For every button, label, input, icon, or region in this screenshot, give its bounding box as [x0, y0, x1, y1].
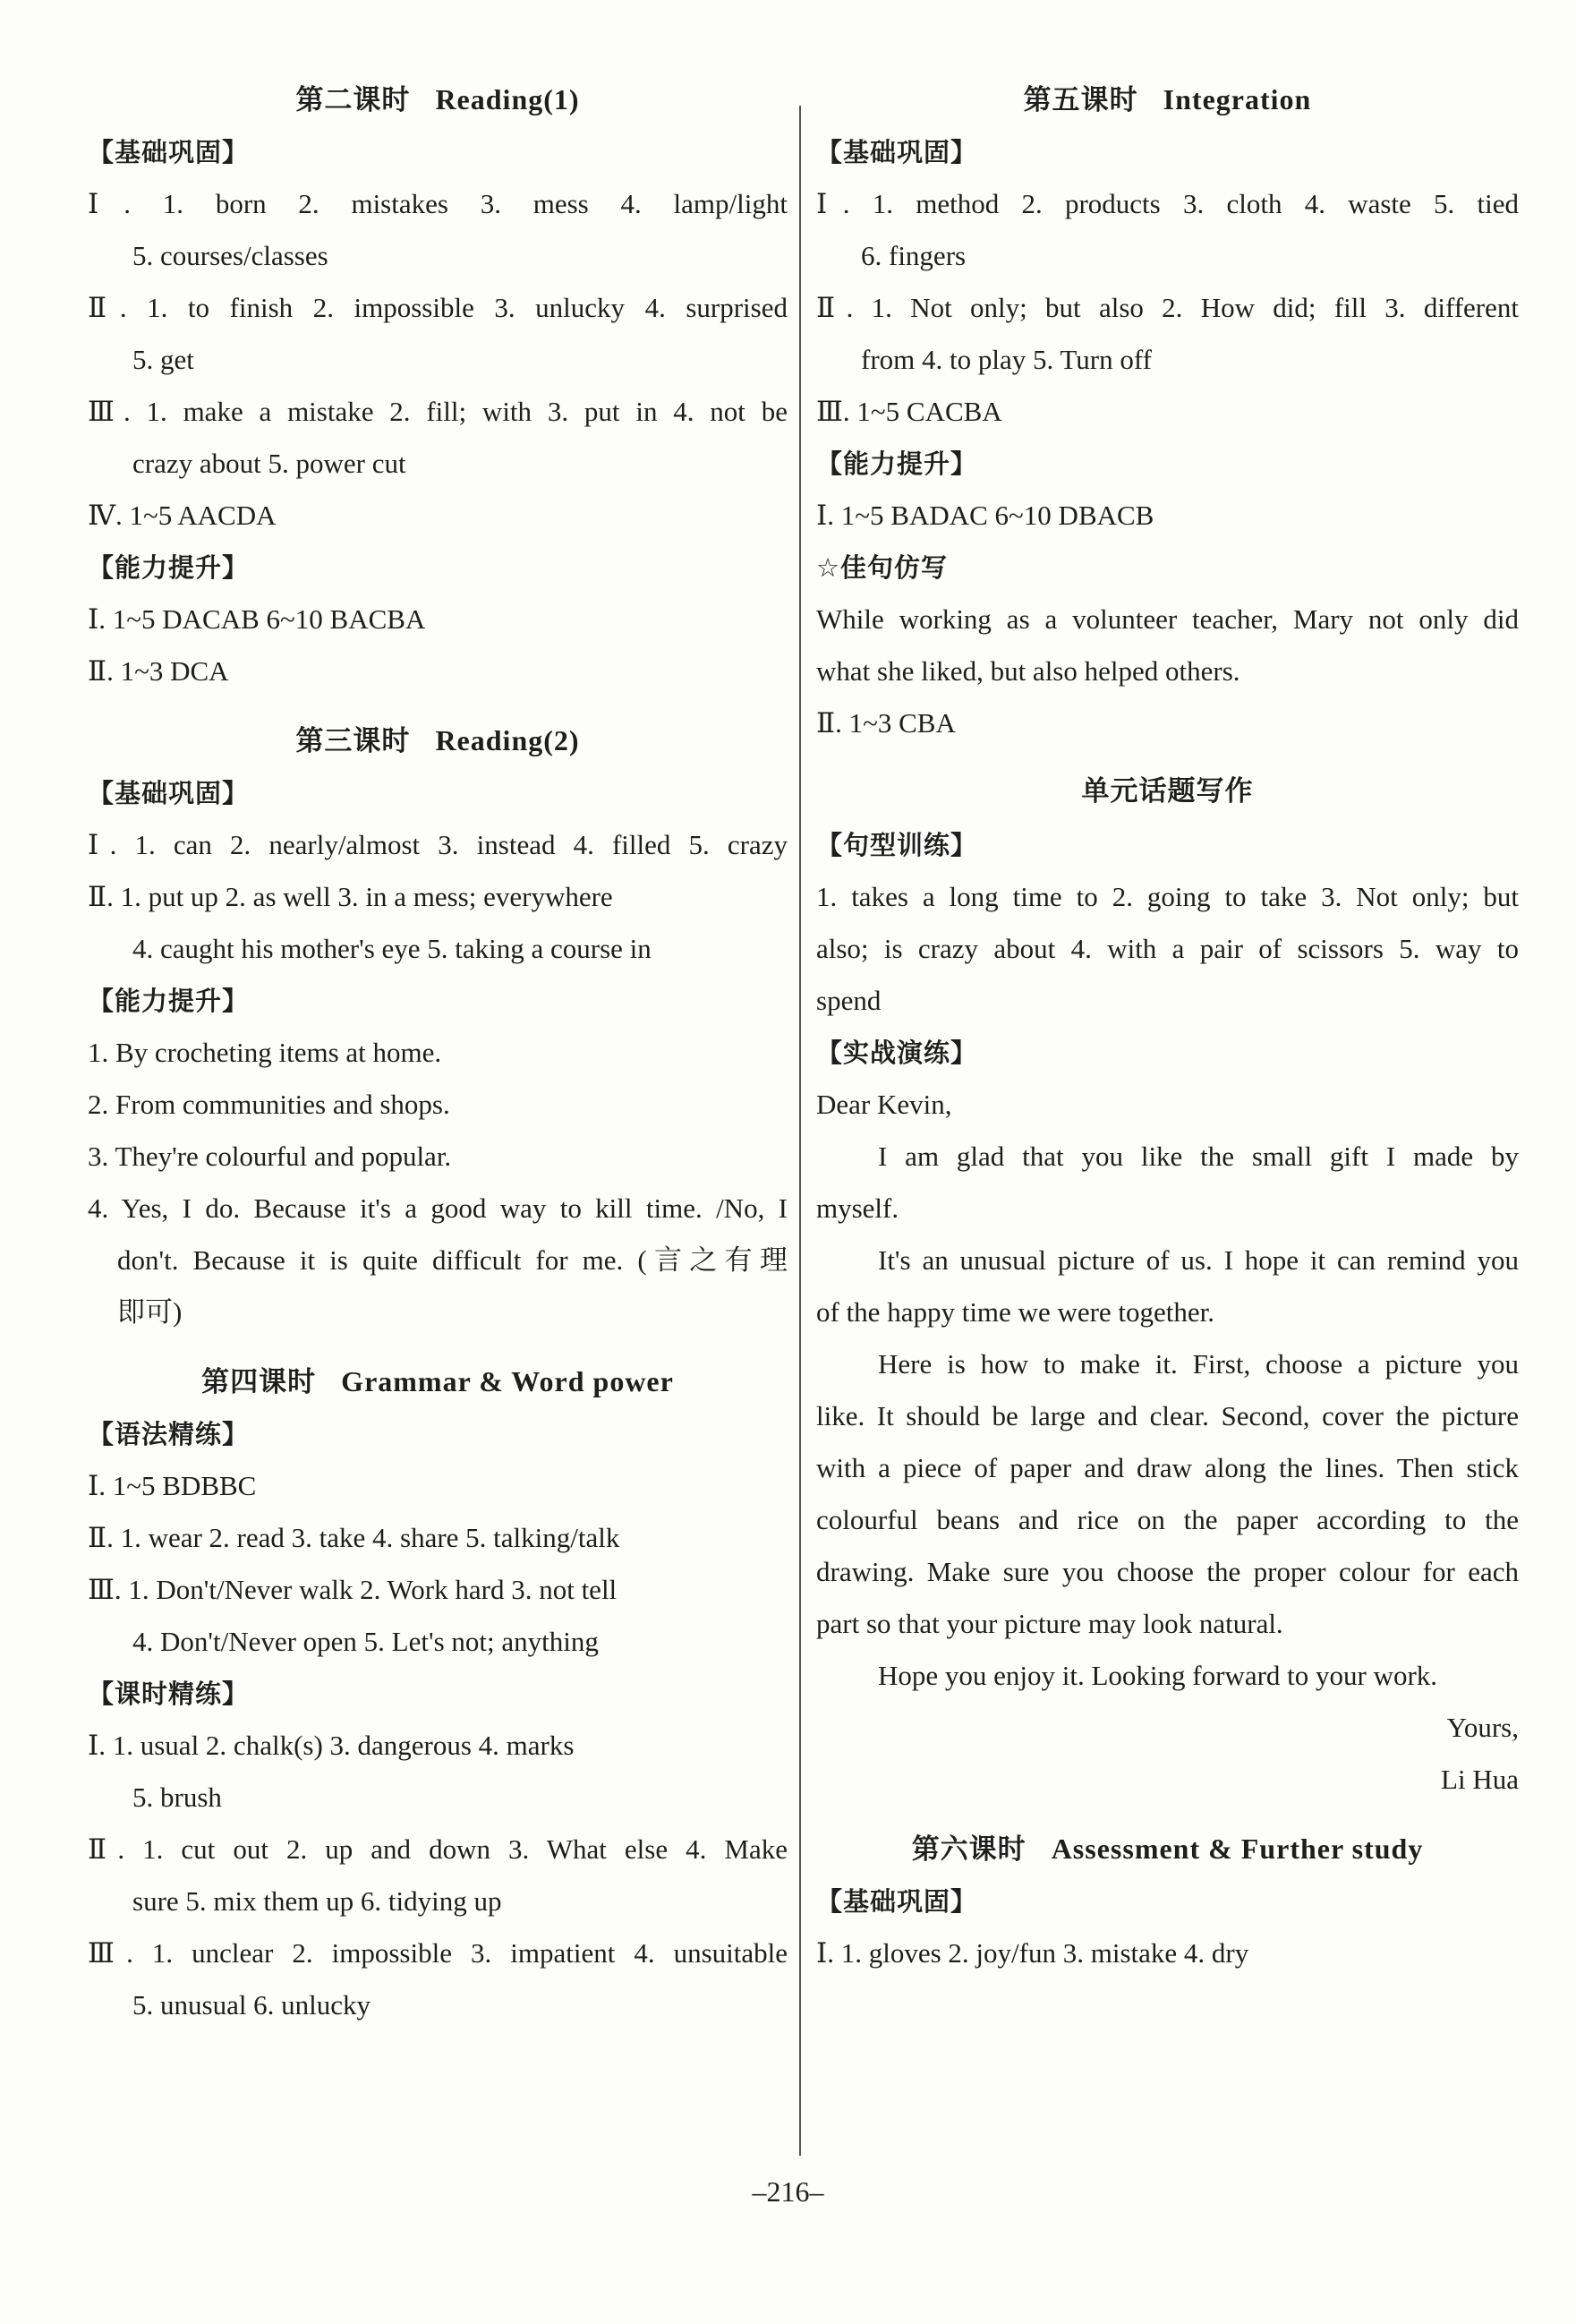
letter-greeting: Dear Kevin, — [816, 1089, 952, 1120]
column-divider — [799, 106, 801, 2156]
answer-line: 5. unusual 6. unlucky — [132, 1989, 371, 2021]
answer-line: Ⅰ. 1. method 2. products 3. cloth 4. waste 5. tied — [816, 188, 1519, 219]
title-en: Reading(1) — [435, 83, 580, 115]
letter-line: It's an unusual picture of us. I hope it can remind you — [878, 1244, 1519, 1276]
answer-line: 即可) — [117, 1296, 183, 1328]
answer-line: Ⅰ. 1. gloves 2. joy/fun 3. mistake 4. dry — [816, 1937, 1249, 1969]
letter-signature: Li Hua — [1441, 1764, 1519, 1795]
title-cn: 第六课时 — [911, 1833, 1027, 1866]
letter-line: like. It should be large and clear. Second, cover the picture — [816, 1400, 1519, 1431]
heading-sentence-imitation: ☆佳句仿写 — [816, 552, 948, 583]
title-cn: 第四课时 — [201, 1366, 317, 1398]
answer-line: 1. By crocheting items at home. — [88, 1037, 442, 1068]
answer-line: 5. courses/classes — [132, 240, 328, 271]
title-en: Assessment & Further study — [1051, 1833, 1424, 1865]
answer-line: Ⅰ. 1~5 DACAB 6~10 BACBA — [88, 603, 426, 635]
answer-line: from 4. to play 5. Turn off — [861, 344, 1152, 375]
heading-practice: 【课时精练】 — [88, 1679, 250, 1709]
heading-basic: 【基础巩固】 — [88, 137, 250, 167]
title-en: Integration — [1163, 83, 1312, 115]
answer-line: Ⅰ. 1~5 BADAC 6~10 DBACB — [816, 500, 1154, 531]
answer-line: 2. From communities and shops. — [88, 1089, 450, 1120]
answer-line: Ⅰ. 1. born 2. mistakes 3. mess 4. lamp/light — [88, 188, 788, 219]
answer-line: 4. caught his mother's eye 5. taking a course in — [132, 933, 652, 964]
page-number: –216– — [752, 2175, 824, 2208]
heading-basic: 【基础巩固】 — [816, 1886, 978, 1917]
heading-ability: 【能力提升】 — [88, 986, 250, 1016]
title-en: Reading(2) — [435, 724, 580, 756]
heading-sentence-training: 【句型训练】 — [816, 830, 978, 860]
section-title-lesson-5 — [816, 85, 1519, 126]
answer-line: Ⅱ. 1. Not only; but also 2. How did; fill 3. different — [816, 292, 1519, 323]
answer-line: Ⅰ. 1. can 2. nearly/almost 3. instead 4. filled 5. crazy — [88, 829, 788, 860]
answer-line: Ⅱ. 1~3 DCA — [88, 655, 229, 687]
answer-line: crazy about 5. power cut — [132, 448, 406, 479]
heading-ability: 【能力提升】 — [88, 552, 250, 583]
answer-line: 5. get — [132, 344, 194, 375]
answer-line: Ⅰ. 1~5 BDBBC — [88, 1470, 257, 1501]
letter-line: part so that your picture may look natural. — [816, 1608, 1283, 1639]
answer-line: 4. Yes, I do. Because it's a good way to kill time. /No, I — [88, 1192, 788, 1224]
letter-line: with a piece of paper and draw along the lines. Then stick — [816, 1452, 1519, 1483]
answer-line: spend — [816, 985, 882, 1016]
title-cn: 第三课时 — [295, 725, 411, 757]
letter-line: Hope you enjoy it. Looking forward to your work. — [878, 1660, 1438, 1691]
answer-line: Ⅳ. 1~5 AACDA — [88, 500, 277, 531]
answer-line: 4. Don't/Never open 5. Let's not; anything — [132, 1626, 599, 1657]
answer-line: Ⅱ. 1~3 CBA — [816, 707, 956, 739]
title-en: Grammar & Word power — [341, 1365, 674, 1397]
answer-line: Ⅲ. 1. Don't/Never walk 2. Work hard 3. not tell — [88, 1574, 618, 1605]
title-cn: 第五课时 — [1023, 84, 1138, 116]
answer-line: While working as a volunteer teacher, Mary not only did — [816, 603, 1519, 635]
answer-line: Ⅱ. 1. wear 2. read 3. take 4. share 5. talking/talk — [88, 1522, 620, 1553]
heading-basic: 【基础巩固】 — [88, 778, 250, 808]
answer-line: Ⅲ. 1. unclear 2. impossible 3. impatient 4. unsuitable — [88, 1937, 788, 1969]
heading-basic: 【基础巩固】 — [816, 137, 978, 167]
answer-line: Ⅱ. 1. cut out 2. up and down 3. What else 4. Make — [88, 1833, 788, 1865]
left-column — [88, 85, 788, 2031]
answer-line: also; is crazy about 4. with a pair of scissors 5. way to — [816, 933, 1519, 964]
answer-line: what she liked, but also helped others. — [816, 655, 1240, 687]
answer-line: Ⅲ. 1~5 CACBA — [816, 396, 1002, 427]
answer-line: 6. fingers — [861, 240, 967, 271]
answer-line: Ⅲ. 1. make a mistake 2. fill; with 3. put in 4. not be — [88, 396, 788, 427]
answer-line: 3. They're colourful and popular. — [88, 1141, 452, 1172]
section-title-lesson-2 — [88, 85, 788, 126]
section-title-lesson-3 — [88, 697, 788, 767]
answer-line: don't. Because it is quite difficult for me. (言之有理 — [117, 1244, 788, 1276]
letter-closing: Yours, — [1446, 1712, 1519, 1743]
letter-line: Here is how to make it. First, choose a picture you — [878, 1348, 1519, 1380]
heading-grammar: 【语法精练】 — [88, 1419, 250, 1449]
title-cn: 第二课时 — [295, 84, 411, 116]
letter-line: drawing. Make sure you choose the proper colour for each — [816, 1556, 1519, 1587]
answer-line: 1. takes a long time to 2. going to take 3. Not only; but — [816, 881, 1519, 912]
letter-line: colourful beans and rice on the paper according to the — [816, 1504, 1519, 1535]
heading-practice-drill: 【实战演练】 — [816, 1038, 978, 1068]
heading-ability: 【能力提升】 — [816, 449, 978, 479]
section-title-lesson-4 — [88, 1338, 788, 1408]
section-title-unit-writing — [816, 749, 1519, 819]
section-title-lesson-6 — [816, 1806, 1519, 1875]
letter-line: I am glad that you like the small gift I made by — [878, 1141, 1519, 1172]
letter-line: myself. — [816, 1192, 899, 1224]
answer-line: Ⅱ. 1. put up 2. as well 3. in a mess; everywhere — [88, 881, 613, 912]
answer-line: Ⅱ. 1. to finish 2. impossible 3. unlucky 4. surprised — [88, 292, 788, 323]
letter-line: of the happy time we were together. — [816, 1296, 1215, 1328]
answer-line: 5. brush — [132, 1781, 222, 1813]
answer-line: Ⅰ. 1. usual 2. chalk(s) 3. dangerous 4. marks — [88, 1730, 575, 1761]
right-column — [816, 85, 1519, 1979]
answer-line: sure 5. mix them up 6. tidying up — [132, 1885, 502, 1917]
title-cn: 单元话题写作 — [1081, 775, 1254, 807]
